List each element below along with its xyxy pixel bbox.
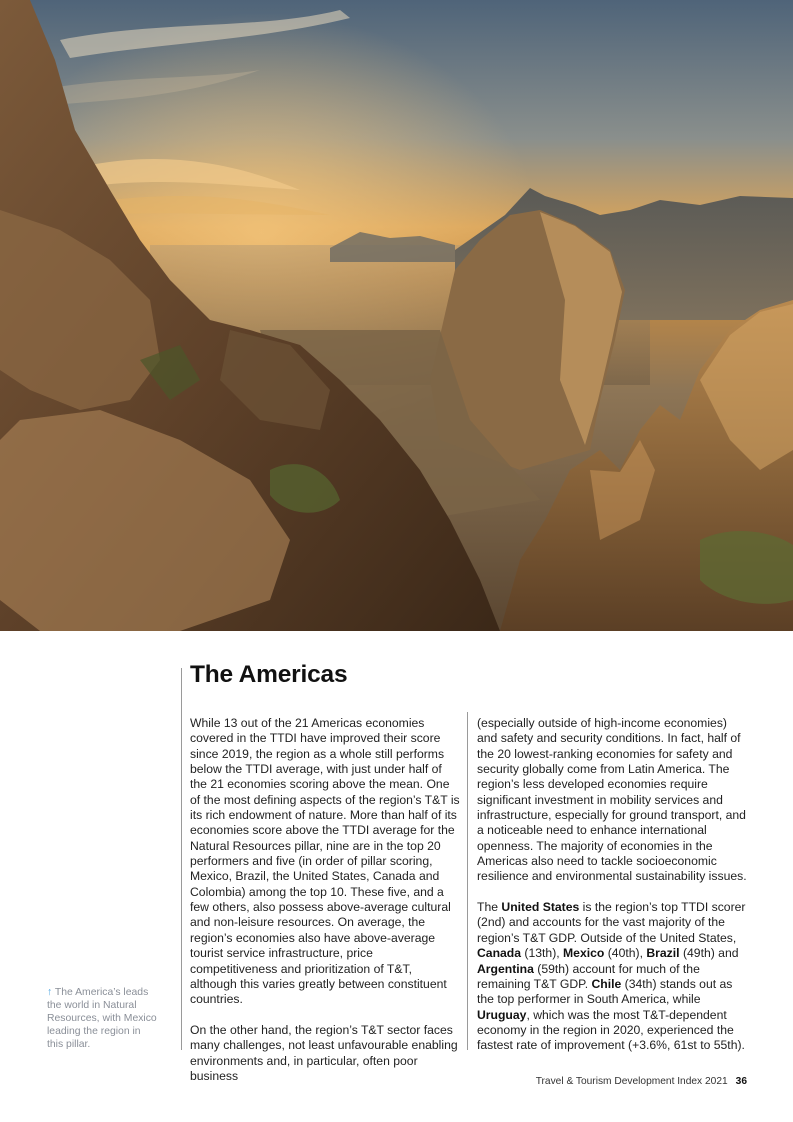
page-footer (536, 1076, 747, 1087)
page-number: 36 (735, 1076, 747, 1087)
country-mexico: Mexico (563, 946, 605, 961)
country-uruguay: Uruguay (477, 1007, 527, 1022)
column-divider (467, 712, 468, 1050)
arrow-up-icon: ↑ (47, 987, 53, 998)
paragraph: While 13 out of the 21 Americas economies covered in the TTDI have improved their score since 2019, the region as a whole still performs below the TTDI average, with just under half of the 21 economies scoring above the mean. One of the most defining aspects of the region’s T&T is its rich endowment of nature. More than half of its economies score above the TTDI average for the Natural Resources pillar, nine are in the top 20 performers and five (in order of pillar scoring, Mexico, Brazil, the United States, Canada and Colombia) among the top 10. These five, and a few others, also possess above-average cultural and non-leisure resources. On average, the region’s economies also have above-average tourist service infrastructure, price competitiveness and prioritization of T&T, although this varies greatly between constituent countries. (190, 716, 460, 1007)
country-united-states: United States (501, 900, 580, 915)
caption-text: The America’s leads the world in Natural Resources, with Mexico leading the region in this pillar. (47, 987, 157, 1050)
body-column-2 (477, 716, 747, 1069)
title-rule (181, 668, 182, 1050)
paragraph: On the other hand, the region’s T&T sector faces many challenges, not least unfavourable enabling environments and, in particular, often poor business (190, 1022, 458, 1083)
report-name: Travel & Tourism Development Index 2021 (535, 1076, 728, 1087)
section-title: The Americas (190, 661, 348, 688)
country-brazil: Brazil (646, 946, 680, 961)
paragraph: The United States is the region’s top TTDI scorer (2nd) and accounts for the vast majority of the region’s T&T GDP. Outside of the United States, Canada (13th), Mexico (40th), Brazil (49th) and Argentina (59th) account for much of the remaining T&T GDP. Chile (34th) stands out as the top performer in South America, while Uruguay, which was the most T&T-dependent economy in the region in 2020, experienced the fastest rate of improvement (+3.6%, 61st to 55th). (477, 900, 746, 1053)
country-argentina: Argentina (477, 961, 534, 976)
country-canada: Canada (477, 946, 522, 961)
photo-caption (47, 986, 159, 1051)
country-chile: Chile (591, 976, 622, 991)
paragraph: (especially outside of high-income economies) and safety and security conditions. In fact, half of the 20 lowest-ranking economies for safety and security globally come from Latin America. The region’s less developed economies require significant investment in mobility services and infrastructure, especially for ground transport, and a noticeable need to enhance international openness. The majority of economies in the Americas also need to tackle socioeconomic resilience and environmental sustainability issues. (477, 716, 747, 884)
body-column-1 (190, 716, 462, 1100)
